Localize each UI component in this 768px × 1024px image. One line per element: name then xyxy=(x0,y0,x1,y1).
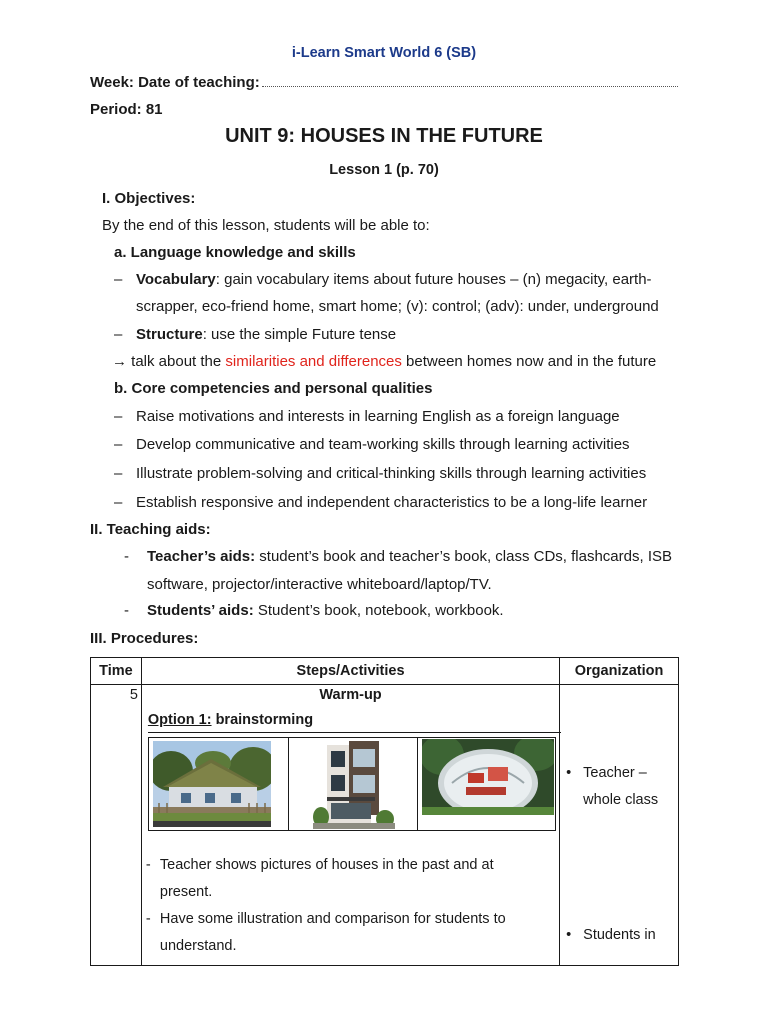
option-label: Option 1: xyxy=(147,712,212,728)
period-label: Period: 81 xyxy=(90,101,163,118)
objectives-intro: By the end of this lesson, students will be able to: xyxy=(102,217,430,234)
week-line xyxy=(90,74,678,91)
students-aids-text: Student’s book, notebook, workbook. xyxy=(253,602,504,619)
procedures-table xyxy=(90,657,679,966)
dash-marker: – xyxy=(114,436,123,453)
step-text: Have some illustration and comparison for students to xyxy=(159,911,506,927)
option-text: brainstorming xyxy=(211,712,314,728)
column-header-steps: Steps/Activities xyxy=(141,658,559,685)
section-b-heading: b. Core competencies and personal qualities xyxy=(114,380,433,397)
stage-label: Warm-up xyxy=(319,687,382,703)
dash-marker: – xyxy=(114,326,123,343)
table-row xyxy=(91,685,679,966)
unit-title: UNIT 9: HOUSES IN THE FUTURE xyxy=(225,125,543,147)
talk-highlight: similarities and differences xyxy=(225,353,402,370)
org-text: whole class xyxy=(583,792,659,808)
week-label: Week: Date of teaching: xyxy=(90,74,260,91)
structure-text: : use the simple Future tense xyxy=(202,326,397,343)
step-text: understand. xyxy=(159,938,237,954)
modern-house-image xyxy=(313,739,395,829)
step-marker: - xyxy=(145,857,151,873)
dash-marker: – xyxy=(114,271,123,288)
vocabulary-line-1 xyxy=(136,271,652,288)
vocabulary-text-1: : gain vocabulary items about future houses – (n) megacity, earth- xyxy=(215,271,652,288)
time-cell xyxy=(91,685,142,966)
vocabulary-text-2: scrapper, eco-friend home, smart home; (v): control; (adv): under, underground xyxy=(136,298,659,315)
lesson-title: Lesson 1 (p. 70) xyxy=(329,162,439,178)
dotted-fill-line xyxy=(262,78,678,87)
bullet-marker: - xyxy=(124,548,129,565)
org-bullet: • xyxy=(566,927,572,943)
structure-line xyxy=(136,326,396,343)
book-title: i-Learn Smart World 6 (SB) xyxy=(291,45,477,61)
futuristic-dome-house-image xyxy=(422,739,554,815)
column-header-time: Time xyxy=(91,658,142,685)
talk-line xyxy=(112,353,656,370)
teacher-aids-text-1: student’s book and teacher’s book, class CDs, flashcards, ISB xyxy=(255,548,672,565)
competency-item: Illustrate problem-solving and critical-thinking skills through learning activities xyxy=(136,465,647,482)
competency-item: Develop communicative and team-working skills through learning activities xyxy=(136,436,630,453)
picture-row xyxy=(148,737,556,831)
picture-cell xyxy=(288,738,418,831)
picture-cell xyxy=(148,738,288,831)
arrow-icon: → xyxy=(112,353,127,370)
dash-marker: – xyxy=(114,494,123,511)
competency-item: Raise motivations and interests in learning English as a foreign language xyxy=(136,408,620,425)
section-a-heading: a. Language knowledge and skills xyxy=(114,244,356,261)
teacher-aids-label: Teacher’s aids: xyxy=(147,548,256,565)
procedures-heading: III. Procedures: xyxy=(90,630,199,647)
competency-item: Establish responsive and independent characteristics to be a long-life learner xyxy=(136,494,648,511)
steps-cell xyxy=(141,685,559,966)
teaching-aids-heading: II. Teaching aids: xyxy=(90,521,211,538)
talk-text-1: talk about the xyxy=(127,353,226,370)
teacher-aids-line xyxy=(147,548,672,565)
talk-text-2: between homes now and in the future xyxy=(401,353,657,370)
structure-label: Structure xyxy=(136,326,203,343)
step-marker: - xyxy=(145,911,151,927)
organization-cell xyxy=(560,685,679,966)
vocabulary-label: Vocabulary xyxy=(136,271,216,288)
org-bullet: • xyxy=(566,765,572,781)
old-thatched-house-image xyxy=(153,741,271,827)
picture-cell xyxy=(418,738,556,831)
step-text: present. xyxy=(159,884,213,900)
org-text: Teacher – xyxy=(583,765,647,781)
dash-marker: – xyxy=(114,465,123,482)
students-aids-label: Students’ aids: xyxy=(147,602,254,619)
step-text: Teacher shows pictures of houses in the past and at xyxy=(159,857,494,873)
time-value: 5 xyxy=(129,687,138,703)
org-text: Students in xyxy=(583,927,656,943)
teacher-aids-text-2: software, projector/interactive whiteboard/laptop/TV. xyxy=(147,576,492,593)
table-header-row xyxy=(91,658,679,685)
objectives-heading: I. Objectives: xyxy=(102,190,196,207)
column-header-organization: Organization xyxy=(560,658,679,685)
bullet-marker: - xyxy=(124,602,129,619)
students-aids-line xyxy=(147,602,504,619)
dash-marker: – xyxy=(114,408,123,425)
option-line xyxy=(148,712,561,733)
